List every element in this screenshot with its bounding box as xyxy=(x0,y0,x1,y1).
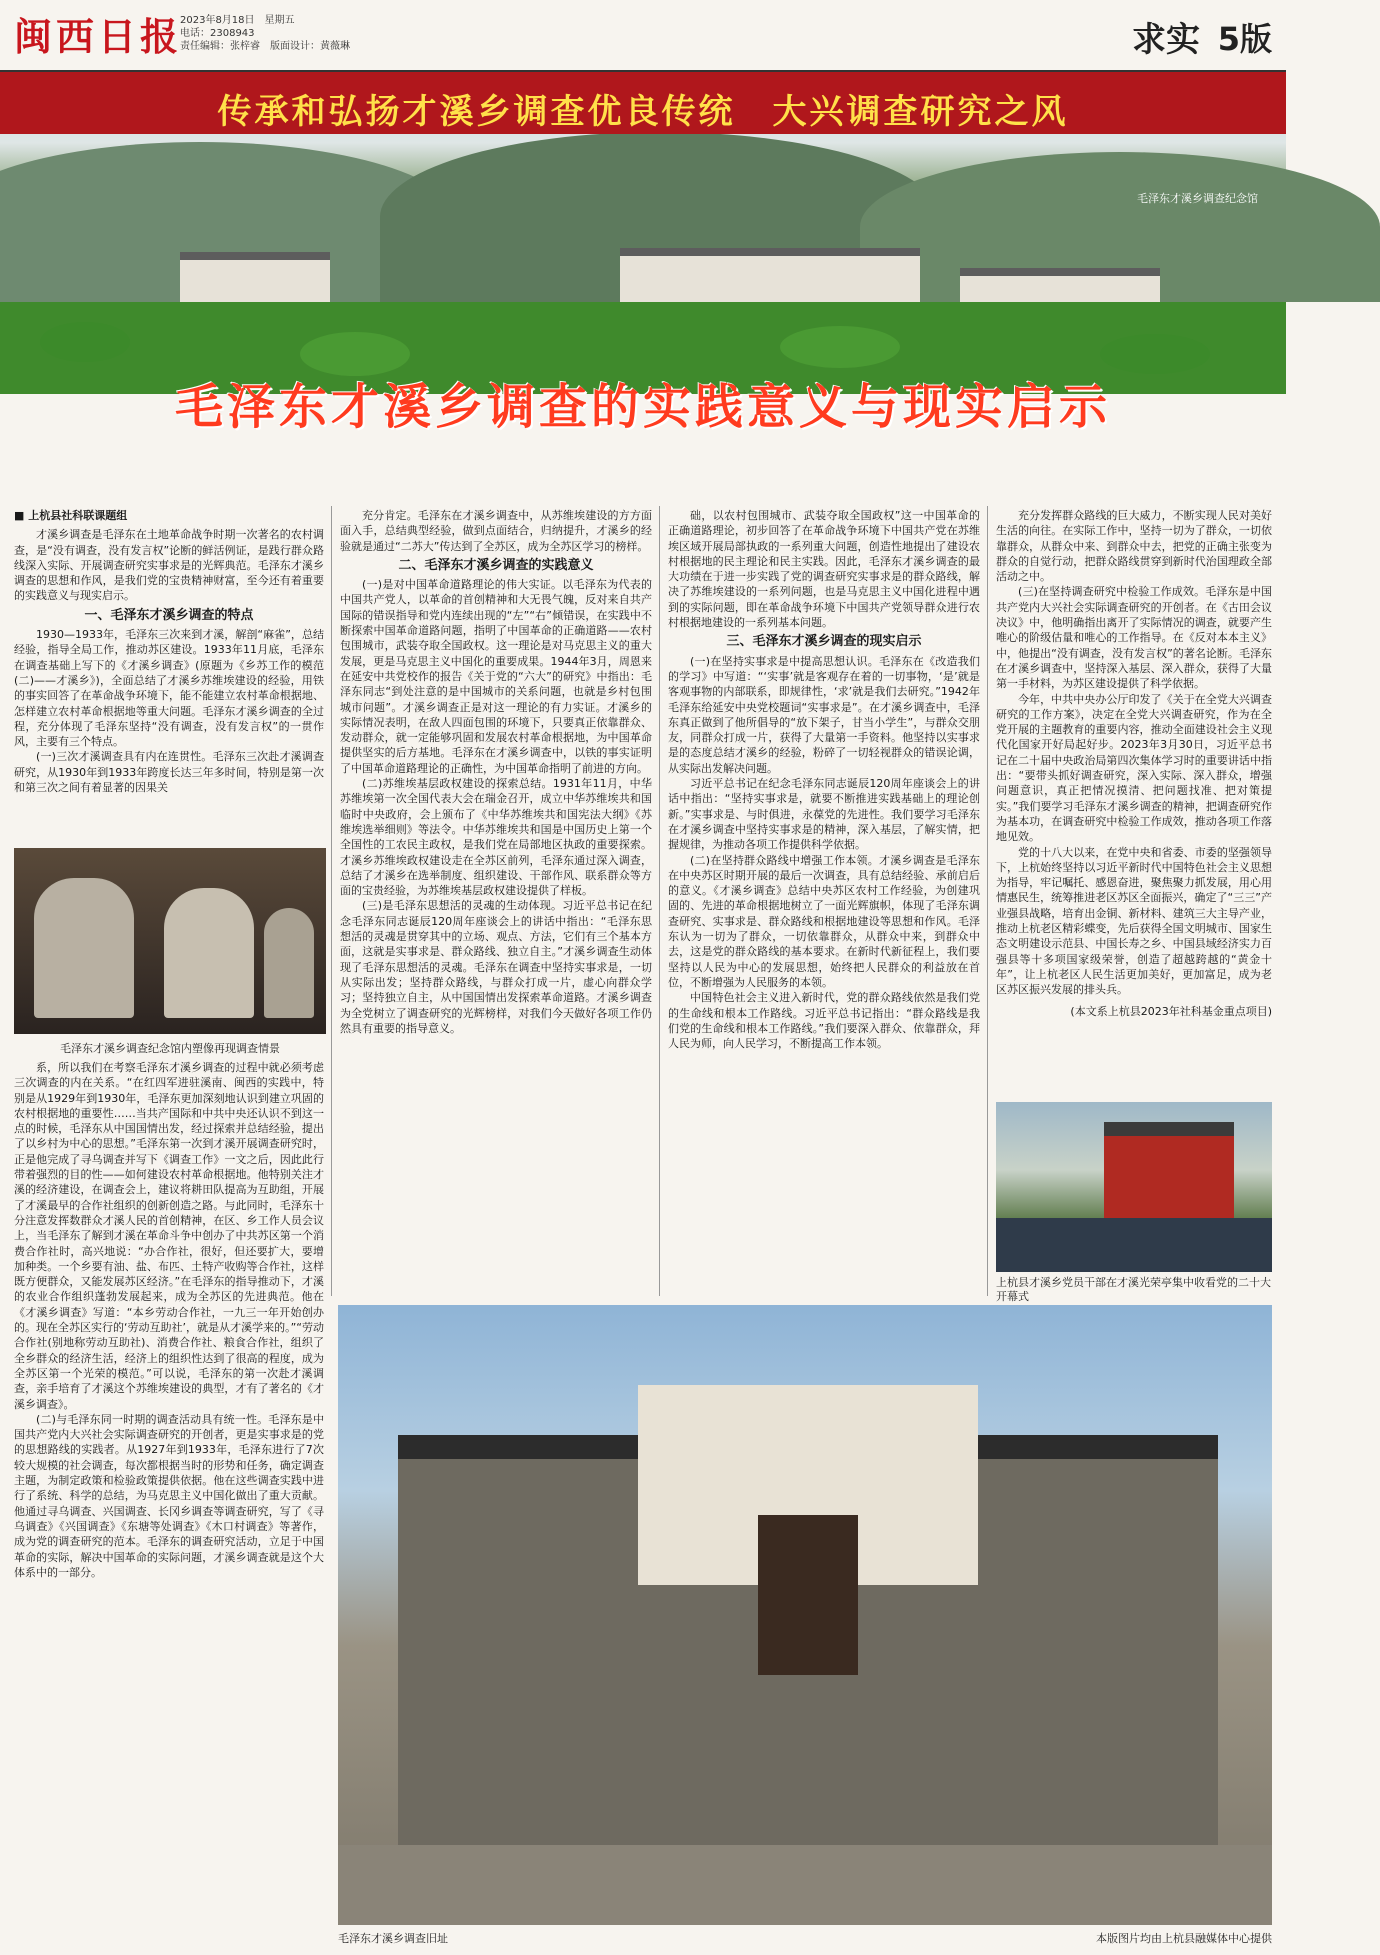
banner-title: 传承和弘扬才溪乡调查优良传统 大兴调查研究之风 xyxy=(217,92,1069,132)
paragraph: (一)在坚持实事求是中提高思想认识。毛泽东在《改造我们的学习》中写道：“‘实事’就是客观存在着的一切事物，‘是’就是客观事物的内部联系，即规律性，‘求’就是我们去研究。”1942年毛泽东给延安中央党校题词“实事求是”。在才溪乡调查中，毛泽东真正做到了他所倡导的“放下架子，甘当小学生”，与群众交朋友，同群众打成一片，获得了大量第一手资料。他坚持以实事求是的态度总结才溪乡的经验，粉碎了一切轻视群众的错误论调，从实际出发解决问题。 xyxy=(668,654,980,775)
statue-photo xyxy=(14,848,326,1034)
paragraph: (三)是毛泽东思想活的灵魂的生动体现。习近平总书记在纪念毛泽东同志诞辰120周年座谈会上的讲话中指出：“毛泽东思想活的灵魂是贯穿其中的立场、观点、方法，它们有三个基本方面，这就是实事求是、群众路线、独立自主。”才溪乡调查生动体现了毛泽东思想活的灵魂。毛泽东在调查中坚持实事求是，一切从实际出发；坚持群众路线，与群众打成一片，虚心向群众学习；坚持独立自主，从中国国情出发探索革命道路。才溪乡调查为全党树立了调查研究的光辉榜样，对我们今天做好各项工作仍然具有重要的指导意义。 xyxy=(340,899,652,1035)
statue-figure xyxy=(264,908,314,1018)
paragraph: 党的十八大以来，在党中央和省委、市委的坚强领导下，上杭始终坚持以习近平新时代中国特色社会主义思想为指导，牢记嘱托、感恩奋进，聚焦聚力抓发展，用心用情惠民生，统筹推进老区苏区全面振兴，确定了“三三”产业强县战略，培育出金铜、新材料、建筑三大主导产业，推动上杭老区精彩蝶变，先后获得全国文明城市、国家生态文明建设示范县、中国长寿之乡、中国县域经济实力百强县等十多项国家级荣誉，创造了超越跨越的“黄金十年”，让上杭老区人民生活更加美好，更加富足，成为老区苏区振兴发展的排头兵。 xyxy=(996,845,1272,997)
column-rule xyxy=(659,506,660,1296)
paragraph: (三)在坚持调查研究中检验工作成效。毛泽东是中国共产党内大兴社会实际调查研究的开创者。在《古田会议决议》中，他明确指出离开了实际情况的调查，就要产生唯心的阶级估量和唯心的工作指导。在《反对本本主义》中，他提出“没有调查，没有发言权”的著名论断。毛泽东在才溪乡调查中，坚持深入基层、深入群众，获得了大量第一手材料，为苏区建设提供了科学依据。 xyxy=(996,585,1272,691)
article-column-1 xyxy=(14,508,324,808)
section-heading: 三、毛泽东才溪乡调查的现实启示 xyxy=(726,634,922,650)
former-site-photo xyxy=(338,1305,1272,1925)
paragraph: (二)苏维埃基层政权建设的探索总结。1931年11月，中华苏维埃第一次全国代表大会在瑞金召开，成立中华苏维埃共和国临时中央政府，会上颁布了《中华苏维埃共和国宪法大纲》《苏维埃选举细则》等法令。中华苏维埃共和国是中国历史上第一个全国性的工农民主政权，是我们党在局部地区执政的重要探索。才溪乡苏维埃政权建设走在全苏区前列，毛泽东通过深入调查，总结了才溪乡在选举制度、组织建设、干部作风、联系群众等方面的宝贵经验，为苏维埃基层政权建设提供了样板。 xyxy=(340,777,652,898)
paragraph: 才溪乡调查是毛泽东在土地革命战争时期一次著名的农村调查，是“没有调查，没有发言权”论断的鲜活例证，是践行群众路线深入实际、开展调查研究实事求是的光辉典范。毛泽东才溪乡调查的思想和作风，是我们党的宝贵精神财富，至今还有着重要的实践意义与现实启示。 xyxy=(14,528,324,603)
paragraph: 今年，中共中央办公厅印发了《关于在全党大兴调查研究的工作方案》，决定在全党大兴调查研究，作为在全党开展的主题教育的重要内容，推动全面建设社会主义现代化国家开好局起好步。2023年3月30日，习近平总书记在二十届中央政治局第四次集体学习时的重要讲话中指出：“要带头抓好调查研究，深入实际、深入群众，增强问题意识，真正把情况摸清、把问题找准、把对策提实。”我们要学习毛泽东才溪乡调查的精神，把调查研究作为基本功，在调查研究中检验工作成效，推动各项工作落地见效。 xyxy=(996,692,1272,844)
statue-figure xyxy=(34,878,134,1018)
hero-photo xyxy=(0,72,1286,394)
paragraph: (一)是对中国革命道路理论的伟大实证。以毛泽东为代表的中国共产党人，以革命的首创精神和大无畏气魄，反对来自共产国际的错误指导和党内连续出现的“左”“右”倾错误，在实践中不断探索中国革命道路问题，指明了中国革命的正确道路——农村包围城市，武装夺取全国政权。这一理论是对马克思主义的重大发展，更是马克思主义中国化的重要成果。1944年3月，周恩来在延安中共党校作的报告《关于党的“六大”的研究》中指出：毛泽东同志“到处注意的是中国城市的关系问题，也就是乡村包围城市问题”。才溪乡调查正是对这一理论的有力实证。才溪乡的实际情况表明，在敌人四面包围的环境下，只要真正依靠群众、发动群众，就一定能够巩固和发展农村革命根据地，为中国革命提供坚实的后方基地。毛泽东在才溪乡调查中，以铁的事实证明了中国革命道路理论的正确性，为中国革命指明了前进的方向。 xyxy=(340,578,652,775)
byline: ■ 上杭县社科联课题组 xyxy=(14,509,128,522)
issue-date: 2023年8月18日 星期五 xyxy=(180,15,295,26)
paragraph: (二)与毛泽东同一时期的调查活动具有统一性。毛泽东是中国共产党内大兴社会实际调查研究的开创者，更是实事求是的党的思想路线的实践者。从1927年到1933年，毛泽东进行了7次较大规模的社会调查，每次都根据当时的形势和任务，确定调查主题，为制定政策和检验政策提供依据。他在这些调查实践中进行了系统、科学的总结，为马克思主义中国化做出了重大贡献。他通过寻乌调查、兴国调查、长冈乡调查等调查研究，写了《寻乌调查》《兴国调查》《东塘等处调查》《木口村调查》等著作，成为党的调查研究的范本。毛泽东的调查研究活动，立足于中国革命的实际，解决中国革命的实际问题，才溪乡调查就是这个大体系中的一部分。 xyxy=(14,1412,324,1579)
article-column-3 xyxy=(668,508,980,1296)
main-headline: 毛泽东才溪乡调查的实践意义与现实启示 xyxy=(174,379,1111,435)
article-column-1-cont xyxy=(14,1060,324,1579)
paragraph: (一)三次才溪调查具有内在连贯性。毛泽东三次赴才溪调查研究，从1930年到1933年跨度长达三年多时间，特别是第一次和第三次之间有着显著的因果关 xyxy=(14,750,324,795)
page-number: 5版 xyxy=(1217,20,1272,58)
phone: 电话：2308943 xyxy=(180,28,255,39)
audience xyxy=(996,1218,1272,1272)
article-column-2 xyxy=(340,508,652,1296)
paragraph: 充分肯定。毛泽东在才溪乡调查中，从苏维埃建设的方方面面入手，总结典型经验，做到点面结合，归纳提升，才溪乡的经验就是通过“二苏大”传达到了全苏区，成为全苏区学习的榜样。 xyxy=(340,509,652,553)
section-heading: 一、毛泽东才溪乡调查的特点 xyxy=(84,607,254,623)
paragraph: 中国特色社会主义进入新时代，党的群众路线依然是我们党的生命线和根本工作路线。习近平总书记指出：“群众路线是我们党的生命线和根本工作路线。”我们要深入群众、依靠群众，拜人民为师，向人民学习，不断提高工作本领。 xyxy=(668,991,980,1051)
editors: 责任编辑：张梓睿 版面设计：黄薇琳 xyxy=(180,41,350,52)
masthead-meta xyxy=(180,14,350,53)
photo-caption: 上杭县才溪乡党员干部在才溪光荣亭集中收看党的二十大开幕式 xyxy=(996,1276,1271,1303)
paragraph: 系，所以我们在考察毛泽东才溪乡调查的过程中就必须考虑三次调查的内在关系。“在红四军进驻溪南、闽西的实践中，特别是从1929年到1930年，毛泽东更加深刻地认识到建立巩固的农村根据地的重要性……当共产国际和中共中央还认识不到这一点的时候，毛泽东从中国国情出发，经过探索并总结经验，提出了以乡村为中心的思想。”毛泽东第一次到才溪开展调查研究时，正是他完成了寻乌调查并写下《调查工作》一文之后，因此此行带着强烈的目的性——如何建设农村革命根据地。他特别关注才溪的经济建设，在调查会上，建议将耕田队提高为互助组，开展了才溪最早的合作社组织的创新创造之路。与此同时，毛泽东十分注意发挥数群众才溪人民的首创精神，在区、乡工作人员会议上，当毛泽东了解到才溪在革命斗争中创办了中共苏区第一个消费合作社时，高兴地说：“办合作社，很好，但还要扩大，要增加种类。一个乡要有油、盐、布匹、土特产收购等合作社，这样既方便群众，又能发展苏区经济。”在毛泽东的指导推动下，才溪的农业合作组织蓬勃发展起来，成为全苏区的先进典范。他在《才溪乡调查》写道：“本乡劳动合作社，一九三一年开始创办的。现在全苏区实行的‘劳动互助社’，就是从才溪学来的。”“劳动合作社(别地称劳动互助社)、消费合作社、粮食合作社，组织了全乡群众的经济生活，经济上的组织性达到了很高的程度，成为全苏区第一个光荣的模范。”可以说，毛泽东的第一次赴才溪调查，亲手培育了才溪这个苏维埃建设的典型，才有了著名的《才溪乡调查》。 xyxy=(14,1061,324,1411)
paragraph: 充分发挥群众路线的巨大威力，不断实现人民对美好生活的向往。在实际工作中，坚持一切为了群众，一切依靠群众，从群众中来、到群众中去，把党的正确主张变为群众的自觉行动，把群众路线贯穿到新时代治国理政全部活动之中。 xyxy=(996,509,1272,584)
building xyxy=(180,252,330,304)
article-column-4 xyxy=(996,508,1272,1092)
courtyard xyxy=(338,1845,1272,1925)
photo-credit: 本版图片均由上杭县融媒体中心提供 xyxy=(1096,1932,1272,1945)
photo-caption: 毛泽东才溪乡调查旧址 xyxy=(338,1932,448,1945)
section-heading: 二、毛泽东才溪乡调查的实践意义 xyxy=(398,557,594,573)
paragraph: (二)在坚持群众路线中增强工作本领。才溪乡调查是毛泽东在中央苏区时期开展的最后一次调查，具有总结经验、承前启后的意义。《才溪乡调查》总结中央苏区农村工作经验，为创建巩固的、先进的革命根据地树立了一面光辉旗帜，体现了毛泽东调查研究、实事求是、群众路线和根据地建设等思想和作风。毛泽东认为一切为了群众，一切依靠群众，从群众中来，到群众中去，这是党的群众路线的基本要求。在新时代新征程上，我们要坚持以人民为中心的发展思想，始终把人民群众的利益放在首位，不断增强为人民服务的本领。 xyxy=(668,853,980,989)
pavilion-photo xyxy=(996,1102,1272,1272)
column-rule xyxy=(331,506,332,1296)
paragraph: 1930—1933年，毛泽东三次来到才溪，解剖“麻雀”，总结经验，指导全局工作，推动苏区建设。1933年11月底，毛泽东在调查基础上写下的《才溪乡调查》(原题为《乡苏工作的模范(二)——才溪乡》)，全面总结了才溪乡苏维埃建设的经验，用铁的事实回答了在革命战争环境下，能不能建立农村革命根据地、怎样建立农村革命根据地等重大问题。毛泽东才溪乡调查的全过程，充分体现了毛泽东坚持“没有调查，没有发言权”的一贯作风，主要有三个特点。 xyxy=(14,628,324,749)
newspaper-logo: 闽西日报 xyxy=(14,14,183,59)
photo-caption: 毛泽东才溪乡调查纪念馆内塑像再现调查情景 xyxy=(60,1042,280,1055)
lotus-leaf xyxy=(780,326,900,368)
paragraph: 础，以农村包围城市、武装夺取全国政权”这一中国革命的正确道路理论，初步回答了在革命战争环境下中国共产党在苏维埃区域开展局部执政的一系列重大问题，创造性地提出了建设农村根据地的民主理论和民主实践。因此，毛泽东才溪乡调查的最大功绩在于进一步实践了党的调查研究实事求是的群众路线，解决了苏维埃建设的一系列问题，也是马克思主义中国化进程中遇到的实际问题，即在革命战争环境下中国共产党领导群众进行农村根据地建设的一系列基本问题。 xyxy=(668,509,980,630)
paragraph: 习近平总书记在纪念毛泽东同志诞辰120周年座谈会上的讲话中指出：“坚持实事求是，就要不断推进实践基础上的理论创新。”实事求是、与时俱进，永葆党的先进性。我们要学习毛泽东在才溪乡调查中坚持实事求是的精神，深入基层，了解实情，把握规律，为推动各项工作提供科学依据。 xyxy=(668,777,980,852)
hero-caption: 毛泽东才溪乡调查纪念馆 xyxy=(1137,192,1258,205)
glory-pavilion xyxy=(1104,1122,1234,1226)
doorway xyxy=(758,1515,858,1675)
column-rule xyxy=(987,506,988,1296)
funding-note: (本文系上杭县2023年社科基金重点项目) xyxy=(1070,1004,1272,1018)
lotus-leaf xyxy=(40,322,130,362)
statue-figure xyxy=(164,888,254,1018)
masthead xyxy=(0,0,1286,72)
section-name: 求实 xyxy=(1132,20,1200,60)
